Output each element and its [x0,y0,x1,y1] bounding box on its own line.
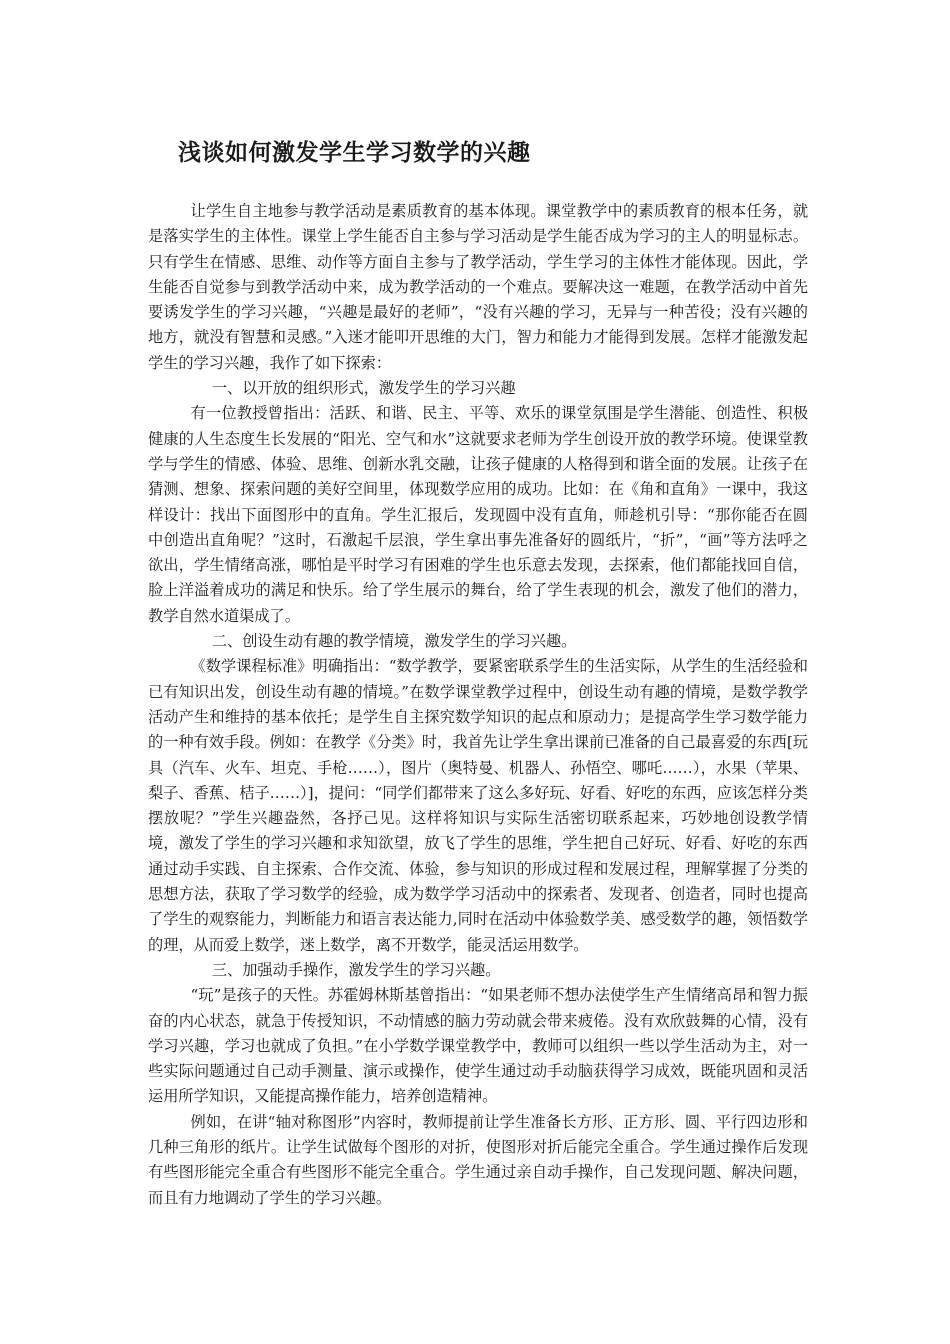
paragraph-intro: 让学生自主地参与教学活动是素质教育的基本体现。课堂教学中的素质教育的根本任务，就是落实学生的主体性。课堂上学生能否自主参与学习活动是学生能否成为学习的主人的明显标志。只有学生在情感、思维、动作等方面自主参与了教学活动，学生学习的主体性才能体现。因此，学生能否自觉参与到教学活动中来，成为教学活动的一个难点。要解决这一难题，在教学活动中首先要诱发学生的学习兴趣，“兴趣是最好的老师”，“没有兴趣的学习，无异与一种苦役；没有兴趣的地方，就没有智慧和灵感。”入迷才能叩开思维的大门，智力和能力才能得到发展。怎样才能激发起学生的学习兴趣，我作了如下探索： [148,202,808,372]
document-body [148,199,808,1211]
section-heading-2: 二、创设生动有趣的教学情境，激发学生的学习兴趣。 [211,632,577,651]
document-title: 浅谈如何激发学生学习数学的兴趣 [178,139,531,166]
paragraph-section-1: 有一位教授曾指出：活跃、和谐、民主、平等、欢乐的课堂氛围是学生潜能、创造性、积极健康的人生态度生长发展的“阳光、空气和水”这就要求老师为学生创设开放的教学环境。使课堂教学与学生的情感、体验、思维、创新水乳交融，让孩子健康的人格得到和谐全面的发展。让孩子在猜测、想象、探索问题的美好空间里，体现数学应用的成功。比如：在《角和直角》一课中，我这样设计：找出下面图形中的直角。学生汇报后，发现圆中没有直角，师趁机引导：“那你能否在圆中创造出直角呢？”这时，石激起千层浪，学生拿出事先准备好的圆纸片，“折”，“画”等方法呼之欲出，学生情绪高涨，哪怕是平时学习有困难的学生也乐意去发现，去探索，他们都能找回自信，脸上洋溢着成功的满足和快乐。给了学生展示的舞台，给了学生表现的机会，激发了他们的潜力，教学自然水道渠成了。 [148,404,808,625]
paragraph-section-3: “玩”是孩子的天性。苏霍姆林斯基曾指出：“如果老师不想办法使学生产生情绪高昂和智力振奋的内心状态，就急于传授知识，不动情感的脑力劳动就会带来疲倦。没有欢欣鼓舞的心情，没有学习兴趣，学习也就成了负担。”在小学数学课堂教学中，教师可以组织一些以学生活动为主，对一些实际问题通过自己动手测量、演示或操作，使学生通过动手动脑获得学习成效，既能巩固和灵活运用所学知识，又能提高操作能力，培养创造精神。 [148,986,808,1106]
paragraph-section-2: 《数学课程标准》明确指出：“数学教学，要紧密联系学生的生活实际，从学生的生活经验和已有知识出发，创设生动有趣的情境。”在数学课堂教学过程中，创设生动有趣的情境，是数学教学活动产生和维持的基本依托；是学生自主探究数学知识的起点和原动力；是提高学生学习数学能力的一种有效手段。例如：在教学《分类》时，我首先让学生拿出课前已准备的自己最喜爱的东西[玩具（汽车、火车、坦克、手枪……），图片（奥特曼、机器人、孙悟空、哪吒……），水果（苹果、梨子、香蕉、桔子……）]，提问：“同学们都带来了这么多好玩、好看、好吃的东西，应该怎样分类摆放呢？”学生兴趣盎然，各抒己见。这样将知识与实际生活密切联系起来，巧妙地创设教学情境，激发了学生的学习兴趣和求知欲望，放飞了学生的思维，学生把自己好玩、好看、好吃的东西通过动手实践、自主探索、合作交流、体验，参与知识的形成过程和发展过程，理解掌握了分类的思想方法，获取了学习数学的经验，成为数学学习活动中的探索者、发现者、创造者，同时也提高了学生的观察能力，判断能力和语言表达能力,同时在活动中体验数学美、感受数学的趣，领悟数学的理，从而爱上数学，迷上数学，离不开数学，能灵活运用数学。 [148,657,808,954]
paragraph-section-3-example: 例如，在讲“轴对称图形”内容时，教师提前让学生准备长方形、正方形、圆、平行四边形和几种三角形的纸片。让学生试做每个图形的对折，使图形对折后能完全重合。学生通过操作后发现有些图形能完全重合有些图形不能完全重合。学生通过亲自动手操作，自己发现问题、解决问题，而且有力地调动了学生的学习兴趣。 [148,1112,808,1207]
section-heading-1: 一、以开放的组织形式，激发学生的学习兴趣 [211,379,516,398]
section-heading-3: 三、加强动手操作，激发学生的学习兴趣。 [211,960,501,979]
